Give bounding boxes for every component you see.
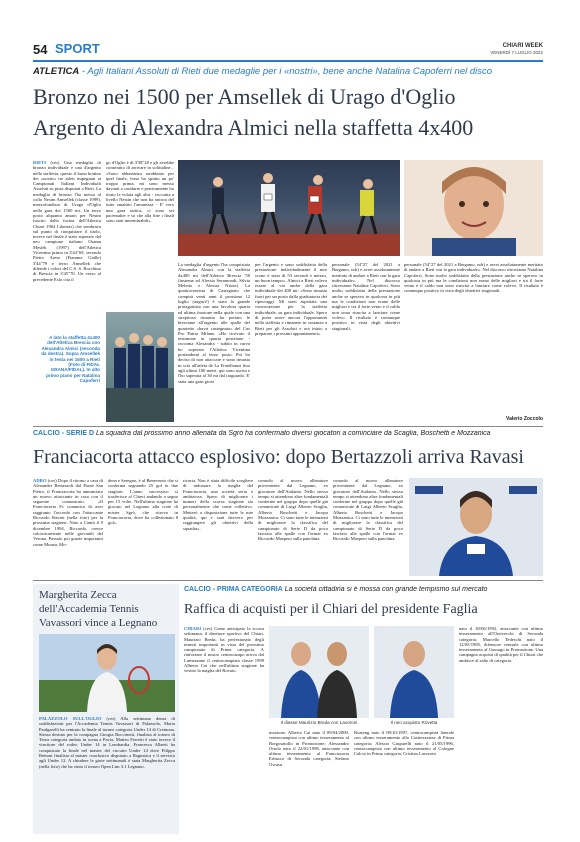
seried-col2: dena e Seregno, è al Benevento che si conferma segnando 25 gol in due stagioni. L'anno successivo si trasferisce al Chieri andando a segno per 15 volte. Nell'ultima stagione ha giocato nel Legnano alla corte di mister Sgrò, che ritrova in Franciacorta, dove ha collezionato 8 gol». (108, 478, 178, 526)
photo-breda-lavoroni (269, 626, 369, 718)
portrait-illustration (404, 160, 543, 256)
header-rule (33, 60, 543, 62)
headline-silver: Argento di Alexandra Almici nella staffetta 4x400 (33, 115, 474, 140)
atletica-col2: go d'Oglio è di 3'38"28 e gli avrebbe consentito di arrivare in solitudine... «Sono abbastanza arrabbiato per quel finale, forse ho spinto un po' troppo prima, mi sono messo davanti a condurre e praticamente ho tirato la volata agli altri - racconta a livello Nestin che non ha ancora del tutto smaltito l'amarezza - E' vero una gara tattica, ci sono sei pacemaker e so che alla fine i finali sono stati interminabili». (106, 160, 174, 224)
players-illustration (269, 626, 369, 718)
atletica-col5b-text: personale (54"27 del 2021 a Bergamo, ndr) e avrei assolutamente meritato di andare a Rieti con la gara individuale». Nel discorso ritroviamo Natalina Capoferri, Sono molto soddisfatta della prestazione anche se speravo in qualcosa in più ma le condizioni non erano delle migliori e tra il forte vento e il caldo non sono riuscita a lanciare come volevo. Il risultato è comunque positivo in vista degli obiettivi stagionali. (404, 262, 543, 294)
caption-breda: Il diesse Maurizio Breda con Lavoroni (280, 720, 358, 725)
photo-margherita-zecca (39, 634, 175, 712)
photo-rovetta (374, 626, 454, 718)
atletica-col5: personale (54"27 del 2021 a Bergamo, ndr) e avrei assolutamente meritato di andare a Rieti con la gara individuale». Nel discorso ritroviamo Natalina Capoferri, Sono molto soddisfatta della prestazione anche se speravo in qualcosa in più ma le condizioni non erano delle migliori e tra il forte vento e il caldo non sono riuscita a lanciare come volevo. Il risultato è comunque positivo in vista degli obiettivi stagionali. (332, 262, 400, 331)
dateline: CHIARI (184, 626, 202, 631)
dateline: PALAZZOLO SULL'OGLIO (39, 716, 102, 721)
headline-tennis: Margherita Zecca dell'Accademia Tennis Vavassori vince a Legnano (39, 589, 158, 629)
chiari-col3: Boateng nato il 08/10/1997, centrocampista laterale con ultimo tesseramento alla Castrezzatese di Prima categoria; Alessio Gasparelli nato il 21/05/1996, centrocampista con ultimo tesseramento al Cologne Calcio in Prima categoria; Cristian Lavoroni (354, 730, 454, 757)
kicker-tag: ATLETICA (33, 66, 80, 77)
atletica-col1-text: (ces) Una medaglia di bronzo individuale e una d'argento nella staffetta, questo il buon bottino dei «nostri» tre atleti impegnati ai Campionati Italiani Individuali Assoluti su pista disputati a Rieti. La medaglia di bronzo l'ha messa al collo Nesim Amsellek (classe 1999), mezzofondista di Urago d'Oglio nella gara dei 1500 mt. Un terzo posto alquanto amaro per Nesim (uscito dalla fucina dell'Atletica Chiari 1964 Libertas) che sembrava sul punto di conquistare il titolo, invece nel finale è stato superato dal neo campione italiano Osama Meslek (1997) dell'Atletica Vicentina primo in 3'44"69, secondo Pietro Arese (Fiamme Gialle) 3'44"79 e terzo Amsellek che difende i colori del C.S. S. Rocchino di Brescia in 3'45"70. Un verso al precedente Eslo cita il (33, 160, 101, 282)
tennis-body: (ces) Alla settimana densa di soddisfazioni per l'Accademia Tennis Vavassori di Palazzolo, Maria Paulgarelli ha centrato la finale al torneo categoria Under 14 di Cremona. Stessa destino per la compagna Giorgia Boccinotti, finalista al torneo di Terza categoria andato in scena a Pavia, Matteo Ferretti è stato invece il vincitore del rodeo Under 14 in Lombardia. Francesca Alberti ha conquistato la finale nel master del circuito Under 14 dove Filippo Bettoni finalista al master conclusivo disputato a Bagnatica e il servizio agli Under 12. A chiudere le gioie settimanali è stata Margherita Zecca (nella foto) che ha vinto il torneo Open Lim 3.1 Legnano. (39, 716, 175, 769)
photo-riccardo-ravasi (409, 478, 543, 576)
dateline: ADRO (33, 478, 47, 483)
seried-col1 (33, 478, 103, 576)
player-illustration (409, 478, 543, 576)
page-header (33, 37, 543, 59)
relay-illustration (106, 312, 174, 422)
headline-chiari: Raffica di acquisti per il Chiari del presidente Faglia (184, 602, 478, 617)
paper-name: CHIARI WEEK (502, 43, 543, 49)
seried-col5: comodo al nuovo allenatore proveniente dal Legnano, ex giocatore dell'Atalanta. Nello stesso tempo si attendono altre fondamentali conferme nel gruppo dopo quelle già comunicate di Luigi Alberto Scaglia, Alberto Boschetti e Jacopo Mozzanica. Ci sono tutte le intenzioni di migliorare la classifica del campionato di Serie D da poco lasciato alle spalle con l'ormai ex Riccardo Maspero sulla panchina. (333, 478, 403, 542)
chiari-col2: mozione; Alberto Cai nato il 09/04/2000, centrocampista con ultimo tesseramento al Borgosatollo in Promozione; Alessandro Ortolo nato il 22/01/1998, attaccante con ultimo tesseramento al Franciacorta Erbusco di Seconda categoria; Stefano Owusu (269, 730, 349, 767)
issue-date: VENERDÌ 7 LUGLIO 2022 (490, 50, 543, 55)
kicker-tag: CALCIO - PRIMA CATEGORIA (184, 586, 283, 593)
runners-illustration (178, 160, 400, 256)
tennis-text (39, 716, 175, 828)
atletica-col5b (404, 262, 543, 422)
seried-col4: comodo al nuovo allenatore proveniente dal Legnano, ex giocatore dell'Atalanta. Nello stesso tempo si attendono altre fondamentali conferme nel gruppo dopo quelle già comunicate di Luigi Alberto Scaglia, Alberto Boschetti e Jacopo Mozzanica. Ci sono tutte le intenzioni di migliorare la classifica del campionato di Serie D da poco lasciato alle spalle con l'ormai ex Riccardo Maspero sulla panchina. (258, 478, 328, 542)
kicker-text: La società cittadina si è mossa con grande tempismo sul mercato (284, 586, 488, 593)
section-rule-1 (33, 426, 543, 427)
atletica-col3: La medaglia d'argento l'ha conquistata Alexandra Almici con la staffetta 4x400 mt dell'Atletica Brescia '50 (insieme ad Alessia Seramondi, Silvia Meletto e Alessia Nistor). La quattrocentista di Castegnato che compirà venti anni il prossimo 12 luglio (auguri!) è stata la grande protagonista con una favolosa quarta ed ultima frazione nella quale con una strepitosa rimonta ha portato le bresciane all'argento alle spalle del quartetto «bavri castegnato» del Cus Pro Patria Milano. «Ho ricevuto il testimone in quarta posizione - racconta Alexandra - subito in curva ho superato l'Atletica Vicentina portandomi al terzo posto. Poi ho deciso di non attaccare e sono rimasta in scia all'atleta de La Fratellanza fino agli ultimi 100 metri, qui sono uscita e l'ho superata al 30 mt dal traguardo. E' stata una gran gioia (178, 262, 250, 384)
atletica-col1 (33, 160, 101, 308)
photo-caption: A lato la staffetta 4x400 dell'Atletica Brescia con Alexandra Almici (seconda da destra). Sopra Amsellek in testa nei 1500 a Rieti (Foto di FIDAL GRANA/FIDAL). In alto primo piano per Natalina Capoferri (41, 335, 100, 384)
caption-rovetta: Il neo acquisto Rovetta (390, 720, 438, 725)
headline-franciacorta: Franciacorta attacco esplosivo: dopo Bertazzoli arriva Ravasi (33, 446, 524, 468)
section-label: SPORT (55, 41, 100, 56)
chiari-col1-text: (ces) Come anticipato la scorsa settimana, il direttore sportivo del Chiari, Maurizio Breda, ha perfezionato degli innesti importanti in vista del prossimo campionato di Prima categoria. A rinforzare il nostro centrocampo arriva dal Lumezzane il centrocampista classe 1999 Alberto Cai che nell'ultima stagione ha vestito la maglia del Rovato. (184, 626, 264, 674)
atletica-kicker (33, 66, 543, 80)
tennis-box (33, 584, 179, 834)
player-illustration (374, 626, 454, 718)
seried-col3: ricorta. Non è stata difficile scegliere di indossare la maglia del Franciacorta, una società seria e ambiziosa. Spero di migliorare i numeri della scorsa stagione sia personalmente che come collettivo. Metterò a disposizione tutte le mie qualità, qui e sarà davvero per raggiungere gli obiettivi della squadra». (183, 478, 253, 531)
photo-natalina-capoferri (404, 160, 543, 256)
dateline: RIETI (33, 160, 47, 165)
headline-bronze: Bronzo nei 1500 per Amsellek di Urago d'Oglio (33, 84, 456, 109)
section-rule-2 (33, 580, 543, 581)
tennis-illustration (39, 634, 175, 712)
seried-kicker (33, 430, 543, 442)
chiari-col1 (184, 626, 264, 834)
chiari-kicker (184, 586, 543, 598)
atletica-col4: per l'argento e sono soddisfatta della prestazione: individualmente il mio crono è stato di 53 secondi e mezzo, un buon tempo». Almici a Rieti voleva essere al via anche della gara individuale dei 400 mt: «Sono rimasta fuori per un posto dalla graduatoria dei ripescaggi. Mi sarei aspettata una convocazione per la staffetta individuale, su gara individuale. Spero di poter avere ancora l'opportunità nella staffetta e rimanere in sostanza a Rieti per gli Assoluti e ora inizio a preparare i prossimi appuntamenti». (255, 262, 327, 336)
photo-relay-team (106, 312, 174, 422)
photo-1500m-race (178, 160, 400, 256)
kicker-text: La squadra dal prossimo anno allenata da Sgrò ha confermato diversi giocatori a cominciare da Scaglia, Boschetti e Mozzanica (96, 430, 491, 437)
kicker-tag: CALCIO - SERIE D (33, 430, 95, 437)
seried-col1-text: (ces) Dopo il ritorno a casa di Alexander Bertazzoli dal Ponte San Pietro, il Franciacorta ha annunciato un nuovo attaccante in rosa con il seguente comunicato. «Il Franciacorta Fc comunica di aver raggiunto l'accordo con l'attaccante Riccardo Ravasi (nella foto) per la prossima stagione. Nato a Cantù il 9 dicembre 1994, Riccardo, cresce calcisticamente nelle giovanili del Verona. Passato poi grazie importanti come Monza, Mo- (33, 478, 103, 547)
page-number: 54 (33, 42, 48, 57)
kicker-text: - Agli Italiani Assoluti di Rieti due medaglie per i «nostri», bene anche Natalina Capoferri nel disco (81, 66, 493, 77)
chiari-col4: nato il 30/06/1992, attaccante con ultimo tesseramento all'Orzivecchi di Seconda categoria; Marcello Tedeschi nato il 12/05/1985, difensore centrale con ultimo tesseramento al Gussago in Promozione. Una campagna acquisti di qualità per il Chiari che ambisce al salto di categoria. (459, 626, 543, 663)
author-signature: Valerio Zoccolo (506, 416, 543, 422)
